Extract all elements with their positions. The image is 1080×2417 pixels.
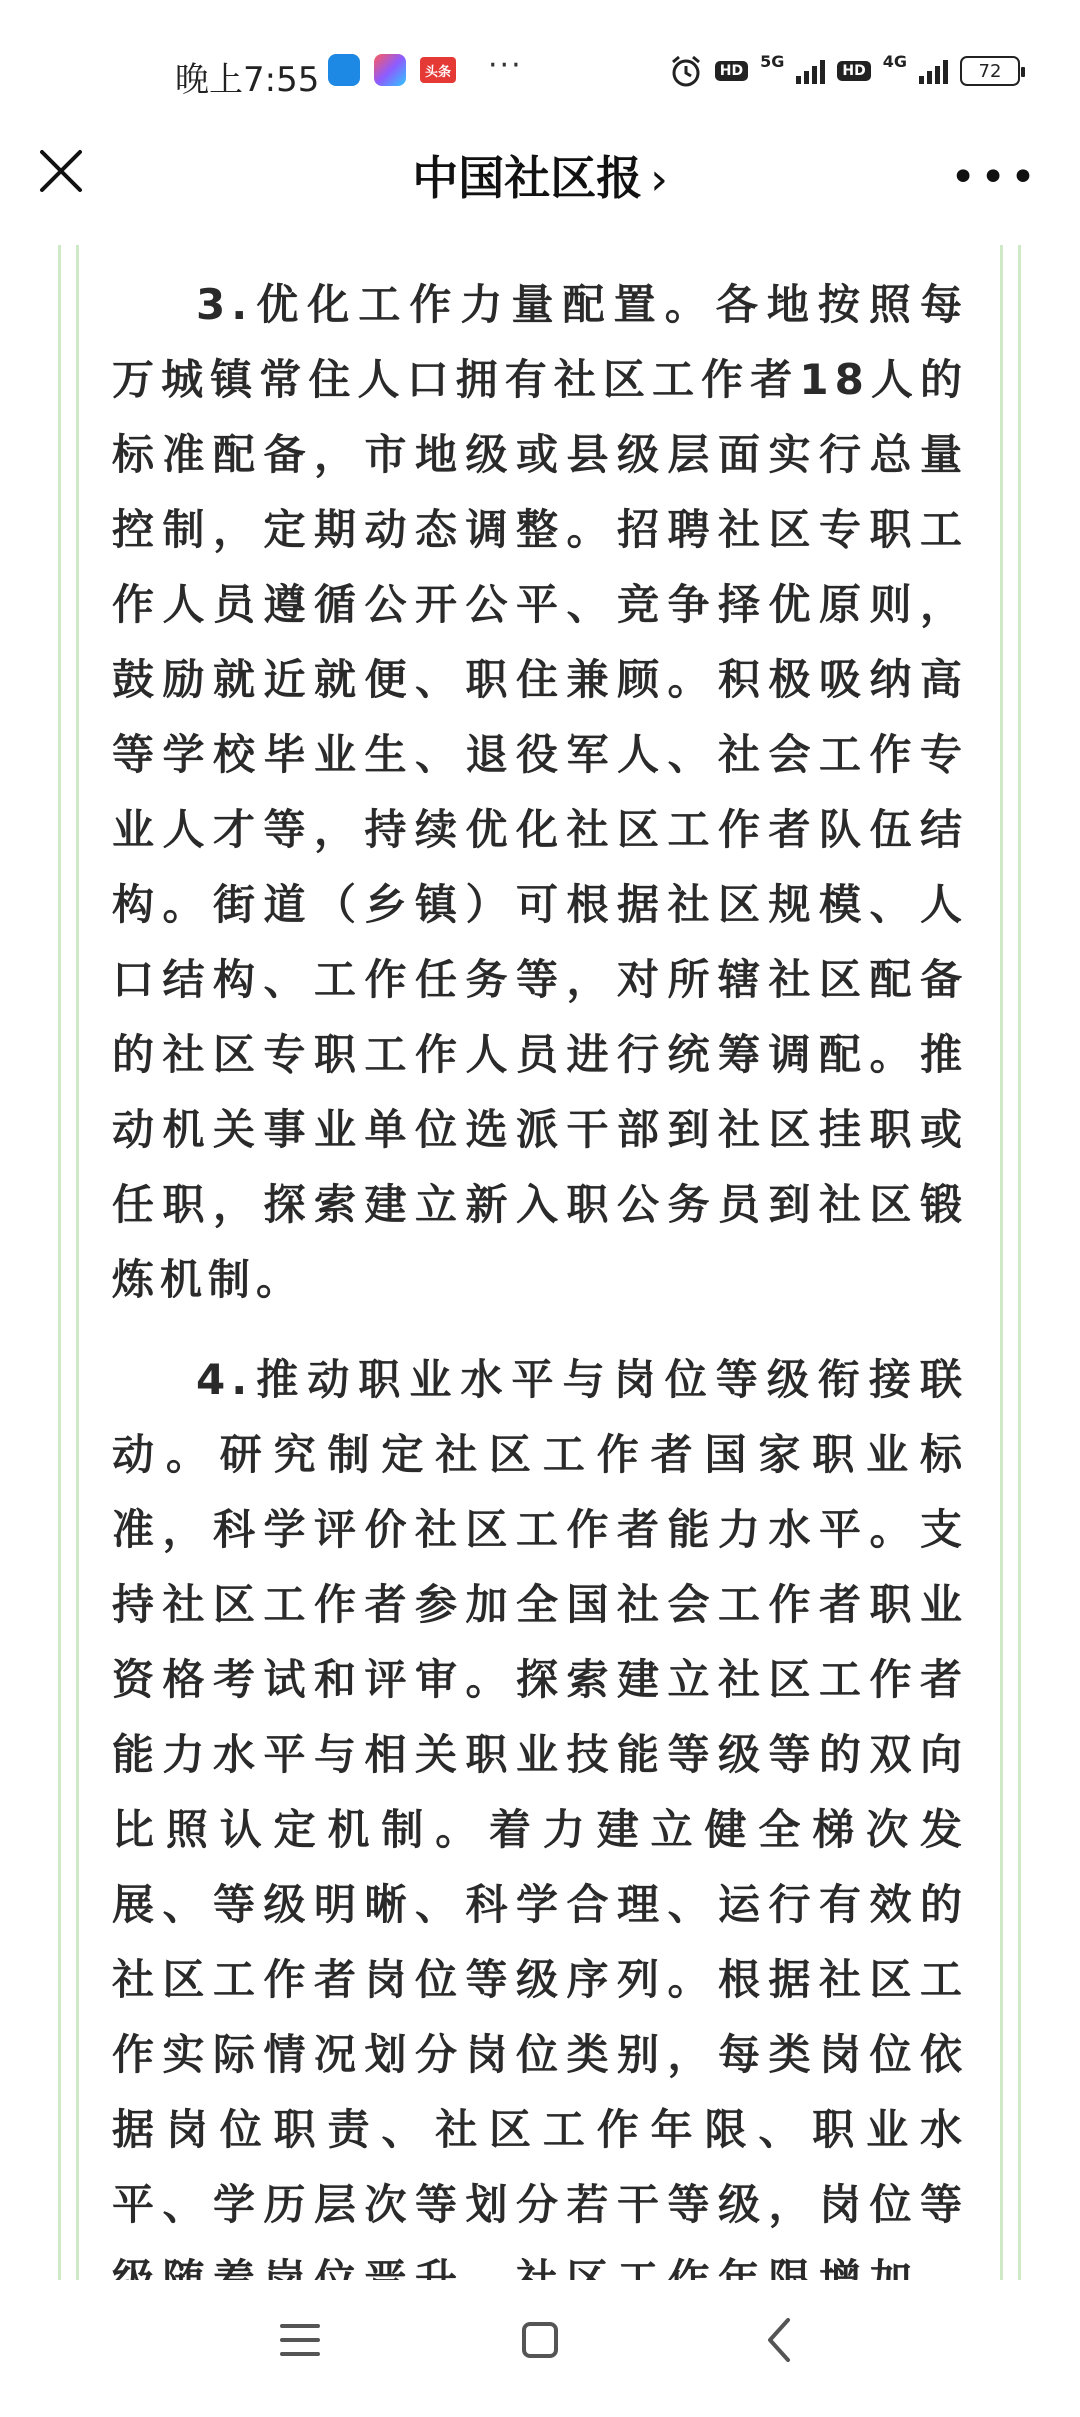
page-title-text: 中国社区报 <box>412 151 643 205</box>
toutiao-app-icon: 头条 <box>420 57 456 83</box>
status-app-icons <box>328 47 523 86</box>
decorative-border <box>58 245 61 2280</box>
more-options-button[interactable]: ••• <box>950 152 1040 203</box>
signal-bars-icon-2 <box>919 58 948 84</box>
article-body <box>112 267 968 2417</box>
network-4g-label: 4G <box>882 51 907 71</box>
battery-icon: 72 <box>960 56 1020 86</box>
home-button[interactable] <box>508 2308 572 2372</box>
back-chevron-icon <box>748 2308 812 2372</box>
home-square-icon <box>508 2308 572 2372</box>
article-content[interactable] <box>0 245 1080 2280</box>
status-bar <box>0 0 1080 140</box>
page-title[interactable] <box>0 142 1080 208</box>
status-indicators <box>669 51 1020 88</box>
colorful-app-icon <box>374 54 406 86</box>
article-paragraph: 3.优化工作力量配置。各地按照每万城镇常住人口拥有社区工作者18人的标准配备，市地级或县级层面实行总量控制，定期动态调整。招聘社区专职工作人员遵循公开公平、竞争择优原则，鼓励就近就便、职住兼顾。积极吸纳高等学校毕业生、退役军人、社会工作专业人才等，持续优化社区工作者队伍结构。街道（乡镇）可根据社区规模、人口结构、工作任务等，对所辖社区配备的社区专职工作人员进行统筹调配。推动机关事业单位选派干部到社区挂职或任职，探索建立新入职公务员到社区锻炼机制。 <box>112 280 968 1304</box>
nav-bar <box>0 120 1080 230</box>
blue-app-icon <box>328 54 360 86</box>
menu-button[interactable] <box>268 2308 332 2372</box>
decorative-border <box>1000 245 1003 2280</box>
alarm-icon <box>669 54 703 88</box>
decorative-border <box>76 245 79 2280</box>
network-5g-label: 5G <box>760 51 785 71</box>
system-navigation-bar <box>0 2280 1080 2400</box>
more-notifications-icon: ··· <box>488 47 523 83</box>
menu-icon <box>268 2308 332 2372</box>
hd-badge-2: HD <box>837 61 870 81</box>
back-button[interactable] <box>748 2308 812 2372</box>
status-time: 晚上7:55 <box>175 60 320 100</box>
hd-badge-1: HD <box>715 61 748 81</box>
chevron-right-icon: › <box>650 154 668 205</box>
decorative-border <box>1018 245 1021 2280</box>
article-paragraph: 4.推动职业水平与岗位等级衔接联动。研究制定社区工作者国家职业标准，科学评价社区工作者能力水平。支持社区工作者参加全国社会工作者职业资格考试和评审。探索建立社区工作者能力水平与相关职业技能等级等的双向比照认定机制。着力建立健全梯次发展、等级明晰、科学合理、运行有效的社区工作者岗位等级序列。根据社区工作实际情况划分岗位类别，每类岗位依据岗位职责、社区工作年限、职业水平、学历层次等划分若干等级，岗位等 <box>112 1355 968 2229</box>
signal-bars-icon <box>796 58 825 84</box>
